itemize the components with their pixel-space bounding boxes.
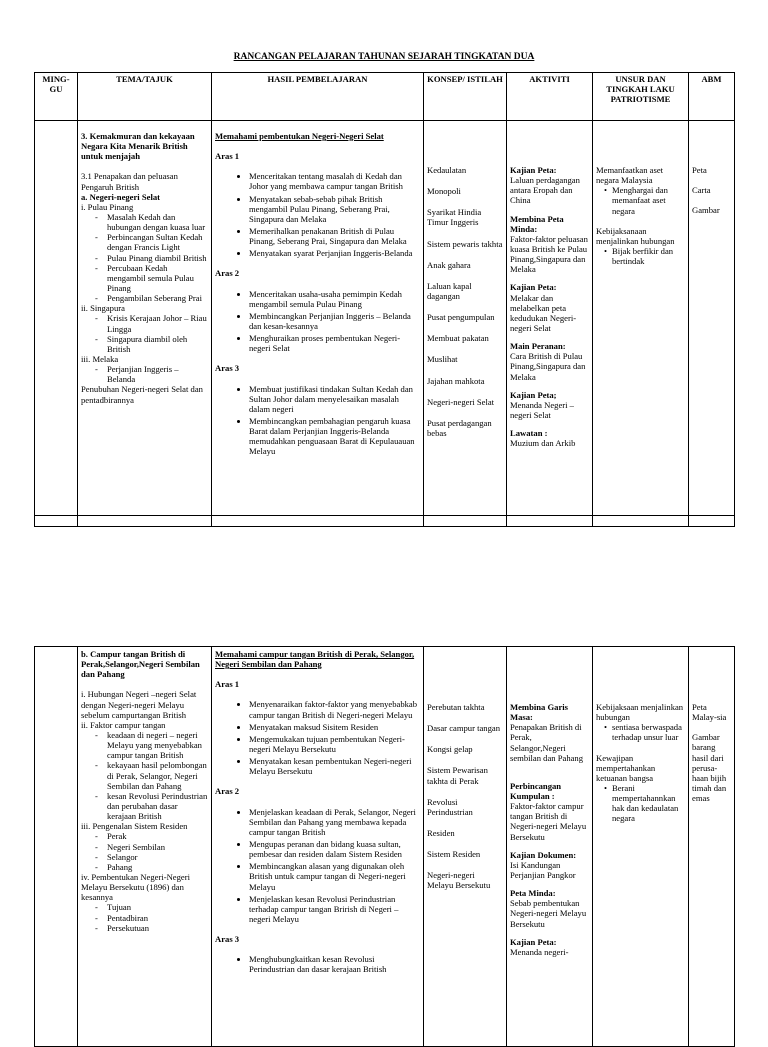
list-item: • Menjelaskan keadaan di Perak, Selangor, Negeri Sembilan dan Pahang yang membawa kepada campur tangan British <box>249 807 420 837</box>
aras-2-label: Aras 2 <box>215 786 240 797</box>
empty-cell <box>689 516 735 527</box>
aktiviti-head: Membina Peta Minda: <box>510 213 564 234</box>
konsep-item: Jajahan mahkota <box>427 375 485 386</box>
aktiviti-head: Kajian Dokumen: <box>510 849 577 860</box>
konsep-item: Muslihat <box>427 354 458 365</box>
spacer-row <box>35 516 735 527</box>
aras-1-list <box>215 699 420 776</box>
empty-cell <box>35 516 78 527</box>
aktiviti-head: Lawatan : <box>510 428 548 439</box>
tema-iii-list <box>81 831 208 872</box>
list-item: - kekayaan hasil pelombongan di Perak, Selangor, Negeri Sembilan dan Pahang <box>95 760 208 790</box>
empty-cell <box>507 516 593 527</box>
konsep-item: Monopoli <box>427 186 461 197</box>
aktiviti-body: Isi Kandungan Perjanjian Pangkor <box>510 859 576 880</box>
aktiviti-head: Kajian Peta: <box>510 282 557 293</box>
abm-cell <box>689 121 735 516</box>
tema-ii: ii. Singapura <box>81 303 125 314</box>
aktiviti-item <box>510 428 589 448</box>
tema-iv-list <box>81 902 208 932</box>
tema-i: i. Hubungan Negeri –negeri Selat dengan Negeri-negeri Melayu sebelum campurtangan British <box>81 689 197 720</box>
tema-cell <box>78 121 212 516</box>
konsep-item: Kedaulatan <box>427 165 467 175</box>
aktiviti-body: Faktor-faktor peluasan kuasa British ke Pulau Pinang,Singapura dan Melaka <box>510 233 588 275</box>
list-item: - kesan Revolusi Perindustrian dan perubahan dasar kerajaan British <box>95 791 208 821</box>
konsep-item: Pusat perdagangan bebas <box>427 417 492 438</box>
col-hasil: HASIL PEMBELAJARAN <box>212 73 424 121</box>
list-item: - Masalah Kedah dan hubungan dengan kuasa luar <box>95 212 208 232</box>
aras-3-list <box>215 384 420 457</box>
aktiviti-head: Main Peranan: <box>510 341 566 352</box>
abm-item: Peta Malay-sia <box>692 702 727 723</box>
unsur-para: Memanfaatkan aset negara Malaysia <box>596 165 664 186</box>
list-item: • Menyatakan syarat Perjanjian Inggeris-Belanda <box>249 248 420 258</box>
abm-item: Peta <box>692 165 707 175</box>
konsep-item: Dasar campur tangan <box>427 723 501 734</box>
konsep-item: Residen <box>427 827 455 838</box>
abm-item: Carta <box>692 185 711 196</box>
aktiviti-body: Menanda Negeri – negeri Selat <box>510 399 574 420</box>
aktiviti-body: Laluan perdagangan antara Eropah dan China <box>510 175 580 206</box>
aktiviti-item <box>510 341 589 382</box>
aras-1-label: Aras 1 <box>215 151 240 162</box>
unsur-cell <box>593 647 689 1047</box>
aktiviti-body: Muzium dan Arkib <box>510 438 576 449</box>
aktiviti-cell <box>507 647 593 1047</box>
list-item: - Tujuan <box>95 902 208 912</box>
lesson-plan-table-1 <box>34 72 735 527</box>
konsep-item: Sistem Pewarisan takhta di Perak <box>427 765 488 786</box>
aktiviti-item <box>510 888 589 929</box>
aras-2-label: Aras 2 <box>215 268 240 279</box>
aras-3-label: Aras 3 <box>215 363 240 374</box>
aktiviti-head: Kajian Peta: <box>510 165 557 175</box>
content-row <box>35 121 735 516</box>
empty-cell <box>424 516 507 527</box>
list-item: - Singapura diambil oleh British <box>95 334 208 354</box>
list-item: - Pahang <box>95 862 208 872</box>
aktiviti-head: Kajian Peta: <box>510 936 557 947</box>
tema-cell <box>78 647 212 1047</box>
abm-cell <box>689 647 735 1047</box>
tema-iii-list <box>81 364 208 384</box>
aktiviti-body: Cara British di Pulau Pinang,Singapura dan Melaka <box>510 351 586 382</box>
tema-title: 3. Kemakmuran dan kekayaan Negara Kita Menarik British untuk menjajah <box>81 131 195 162</box>
aras-2-list <box>215 807 420 925</box>
konsep-item: Laluan kapal dagangan <box>427 280 472 301</box>
lesson-plan-table-2 <box>34 646 735 1047</box>
list-item: - Krisis Kerajaan Johor – Riau Lingga <box>95 313 208 333</box>
list-item: • Menyatakan kesan pembentukan Negeri-negeri Melayu Bersekutu <box>249 756 420 776</box>
list-item: - Perak <box>95 831 208 841</box>
unsur-para: Kebijaksaan menjalinkan hubungan <box>596 702 684 723</box>
list-item: - Percubaan Kedah mengambil semula Pulau Pinang <box>95 263 208 293</box>
konsep-cell <box>424 647 507 1047</box>
tema-i: i. Pulau Pinang <box>81 201 134 212</box>
list-item: • Menghuraikan proses pembentukan Negeri-negeri Selat <box>249 333 420 353</box>
empty-cell <box>212 516 424 527</box>
unsur-para: Kebijaksanaan menjalinkan hubungan <box>596 225 675 246</box>
unsur-list <box>596 185 685 215</box>
tema-iii: iii. Pengenalan Sistem Residen <box>81 821 188 832</box>
abm-item: Gambar barang hasil dari perusa-haan bijih timah dan emas <box>692 732 727 804</box>
list-item: - Selangor <box>95 852 208 862</box>
minggu-cell <box>35 647 78 1047</box>
list-item: - keadaan di negeri – negeri Melayu yang menyebabkan campur tangan British <box>95 730 208 760</box>
aktiviti-item <box>510 165 589 206</box>
unsur-cell <box>593 121 689 516</box>
list-item: • Mengemukakan tujuan pembentukan Negeri-negeri Melayu Bersekutu <box>249 734 420 754</box>
aktiviti-item <box>510 781 589 842</box>
tema-ii-list <box>81 730 208 821</box>
list-item: • Membincangkan pembahagian pengaruh kuasa Barat dalam Perjanjian Inggeris-Belanda memudahkan penguasaan Barat di Kepulauauan Melayu <box>249 416 420 457</box>
tema-ii: ii. Faktor campur tangan <box>81 719 166 730</box>
konsep-item: Negeri-negeri Melayu Bersekutu <box>427 870 491 891</box>
aras-2-list <box>215 289 420 354</box>
list-item: • Membincangkan Perjanjian Inggeris – Belanda dan kesan-kesannya <box>249 311 420 331</box>
list-item: - Pulau Pinang diambil British <box>95 253 208 263</box>
col-tema: TEMA/TAJUK <box>78 73 212 121</box>
aktiviti-body: Menanda negeri- <box>510 946 569 957</box>
unsur-list <box>596 246 685 266</box>
list-item: • Menyenaraikan faktor-faktor yang menyebabkab campur tangan British di Negeri-negeri Melayu <box>249 699 420 719</box>
col-minggu: MING-GU <box>35 73 78 121</box>
document-title: RANCANGAN PELAJARAN TAHUNAN SEJARAH TINGKATAN DUA <box>233 52 535 62</box>
list-item: • Berani mempertahannkan hak dan kedaulatan negara <box>604 783 685 824</box>
aktiviti-head: Perbincangan Kumpulan : <box>510 780 562 801</box>
tema-iv: iv. Pembentukan Negeri-Negeri Melayu Bersekutu (1896) dan kesannya <box>81 871 190 903</box>
tema-iii: iii. Melaka <box>81 353 119 364</box>
header-row <box>35 73 735 121</box>
aktiviti-body: Faktor-faktor campur tangan British di Negeri-negeri Melayu Bersekutu <box>510 801 587 842</box>
col-aktiviti: AKTIVITI <box>507 73 593 121</box>
aktiviti-item <box>510 850 589 880</box>
konsep-item: Kongsi gelap <box>427 744 473 755</box>
col-unsur: UNSUR DAN TINGKAH LAKU PATRIOTISME <box>593 73 689 121</box>
hasil-heading: Memahami pembentukan Negeri-Negeri Selat <box>215 131 384 141</box>
aktiviti-body: Melakar dan melabelkan peta kedudukan Negeri-negeri Selat <box>510 292 577 333</box>
konsep-cell <box>424 121 507 516</box>
empty-cell <box>78 516 212 527</box>
list-item: - Perjanjian Inggeris – Belanda <box>95 364 208 384</box>
list-item: • Menceritakan usaha-usaha pemimpin Kedah mengambil semula Pulau Pinang <box>249 289 420 309</box>
aktiviti-head: Kajian Peta; <box>510 389 557 400</box>
list-item: • Menyatakan maksud Sisitem Residen <box>249 722 420 732</box>
list-item: • Membuat justifikasi tindakan Sultan Kedah dan Sultan Johor dalam menyelesaikan masalah dalam negeri <box>249 384 420 414</box>
list-item: • sentiasa berwaspada terhadap unsur luar <box>604 722 685 742</box>
hasil-cell <box>212 121 424 516</box>
konsep-item: Perebutan takhta <box>427 702 485 712</box>
unsur-para: Kewajipan mempertahankan ketuanan bangsa <box>596 752 656 783</box>
tema-sub: 3.1 Penapakan dan peluasan Pengaruh British <box>81 171 178 192</box>
content-row <box>35 647 735 1047</box>
konsep-item: Sistem pewaris takhta <box>427 238 503 249</box>
list-item: - Negeri Sembilan <box>95 842 208 852</box>
list-item: - Pengambilan Seberang Prai <box>95 293 208 303</box>
tema-ii-list <box>81 313 208 354</box>
aktiviti-cell <box>507 121 593 516</box>
aras-3-label: Aras 3 <box>215 934 240 945</box>
aktiviti-item <box>510 282 589 333</box>
unsur-list <box>596 783 685 824</box>
list-item: - Persekutuan <box>95 923 208 933</box>
list-item: • Menghubungkaitkan kesan Revolusi Perindustrian dan dasar kerajaan British <box>249 954 420 974</box>
minggu-cell <box>35 121 78 516</box>
aktiviti-head: Peta Minda: <box>510 888 556 899</box>
konsep-item: Anak gahara <box>427 259 471 270</box>
list-item: • Memerihalkan penakanan British di Pulau Pinang, Seberang Prai, Singapura dan Melaka <box>249 226 420 246</box>
konsep-item: Membuat pakatan <box>427 333 489 344</box>
tema-a: a. Negeri-negeri Selat <box>81 191 160 202</box>
konsep-item: Pusat pengumpulan <box>427 312 495 323</box>
aktiviti-head: Membina Garis Masa: <box>510 702 569 723</box>
list-item: • Bijak berfikir dan bertindak <box>604 246 685 266</box>
list-item: • Membincangkan alasan yang digunakan oleh British untuk campur tangan di Negeri-negeri Melayu <box>249 861 420 891</box>
aktiviti-item <box>510 937 589 957</box>
tema-end: Penubuhan Negeri-negeri Selat dan pentadbirannya <box>81 384 203 405</box>
aktiviti-item <box>510 390 589 420</box>
aras-1-label: Aras 1 <box>215 679 240 690</box>
col-konsep: KONSEP/ ISTILAH <box>424 73 507 121</box>
list-item: - Pentadbiran <box>95 913 208 923</box>
tema-i-list <box>81 212 208 303</box>
hasil-heading: Memahami campur tangan British di Perak, Selangor, Negeri Sembilan dan Pahang <box>215 649 415 670</box>
list-item: • Menyatakan sebab-sebab pihak British mengambil Pulau Pinang, Seberang Prai, Singapura dan Melaka <box>249 194 420 224</box>
aktiviti-item <box>510 702 589 763</box>
tema-title: b. Campur tangan British di Perak,Selangor,Negeri Sembilan dan Pahang <box>81 649 200 680</box>
list-item: - Perbincangan Sultan Kedah dengan Francis Light <box>95 232 208 252</box>
list-item: • Menceritakan tentang masalah di Kedah dan Johor yang membawa campur tangan British <box>249 171 420 191</box>
list-item: • Mengupas peranan dan bidang kuasa sultan, pembesar dan residen dalam Sistem Residen <box>249 839 420 859</box>
list-item: • Menghargai dan memanfaat aset negara <box>604 185 685 215</box>
konsep-item: Negeri-negeri Selat <box>427 396 495 407</box>
aras-3-list <box>215 954 420 974</box>
unsur-list <box>596 722 685 742</box>
aktiviti-body: Penapakan British di Perak, Selangor,Negeri sembilan dan Pahang <box>510 722 584 763</box>
konsep-item: Sistem Residen <box>427 849 481 860</box>
aktiviti-item <box>510 214 589 275</box>
hasil-cell <box>212 647 424 1047</box>
col-abm: ABM <box>689 73 735 121</box>
list-item: • Menjelaskan kesan Revolusi Perindustrian terhadap campur tangan Brirish di Negeri – negeri Melayu <box>249 894 420 924</box>
konsep-item: Syarikat Hindia Timur Inggeris <box>427 207 482 228</box>
empty-cell <box>593 516 689 527</box>
abm-item: Gambar <box>692 205 720 216</box>
konsep-item: Revolusi Perindustrian <box>427 796 473 817</box>
aras-1-list <box>215 171 420 258</box>
aktiviti-body: Sebab pembentukan Negeri-negeri Melayu Bersekutu <box>510 898 587 929</box>
